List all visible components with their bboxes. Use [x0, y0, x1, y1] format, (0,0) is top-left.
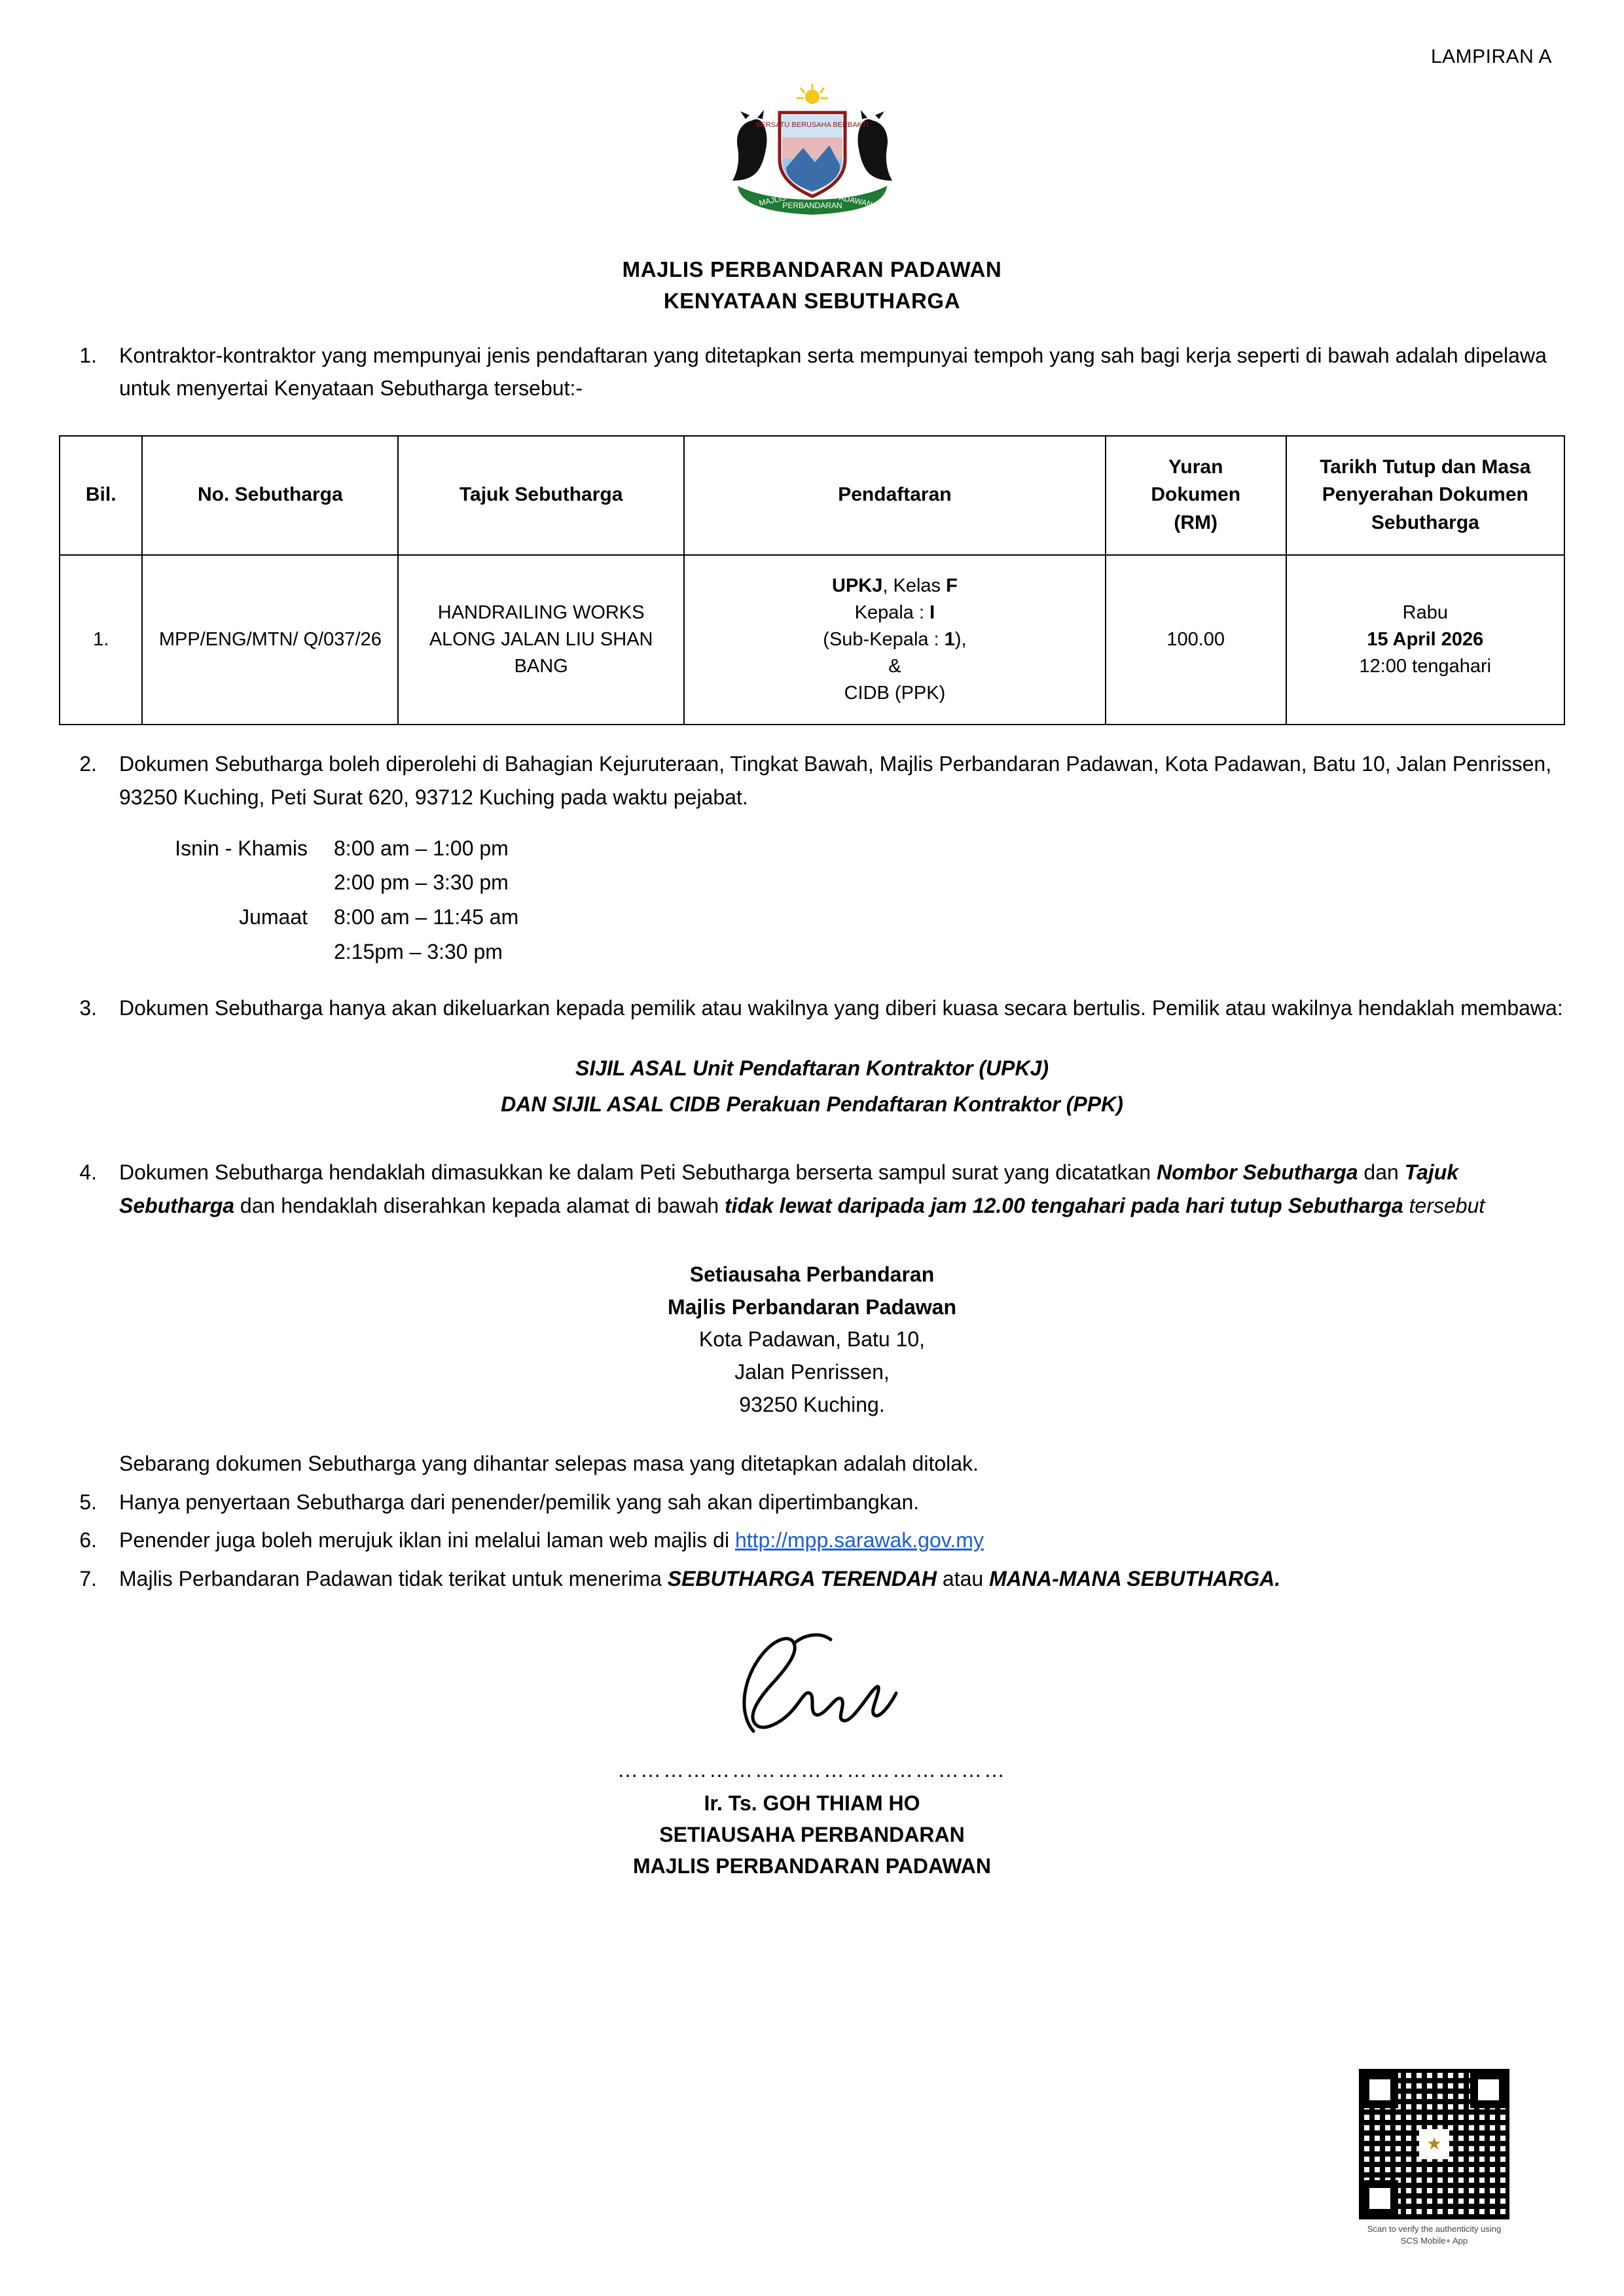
th-yuran-l2: Dokumen: [1151, 484, 1241, 506]
hours-value-1: 2:00 pm – 3:30 pm: [334, 870, 509, 895]
clause-1-number: 1.: [79, 343, 97, 367]
hours-value-3: 2:15pm – 3:30 pm: [334, 939, 503, 963]
svg-text:PADAWAN: PADAWAN: [833, 192, 873, 209]
subkepala-end: ),: [954, 628, 967, 650]
clause-4-number: 4.: [79, 1160, 97, 1185]
th-tarikh-l1: Tarikh Tutup dan Masa: [1320, 456, 1531, 478]
pendaftaran-line-2: [693, 600, 1097, 626]
clause-2: [59, 747, 1565, 814]
clause-3: [59, 992, 1565, 1025]
tarikh-day: Rabu: [1402, 601, 1448, 623]
qr-caption-line-2: SCS Mobile+ App: [1400, 2235, 1468, 2246]
clause-3-number: 3.: [79, 996, 97, 1020]
pendaftaran-line-3: [693, 626, 1097, 653]
pendaftaran-line-4: &: [888, 656, 901, 677]
council-website-link[interactable]: http://mpp.sarawak.gov.my: [734, 1528, 984, 1552]
clause-7-number: 7.: [79, 1566, 97, 1590]
clause-4-part1: Dokumen Sebutharga hendaklah dimasukkan ke dalam Peti Sebutharga berserta sampul surat yang dicatatkan: [119, 1160, 1157, 1185]
cell-bil: 1.: [60, 555, 142, 725]
hours-label-1: [59, 865, 334, 900]
address-line-1: Setiausaha Perbandaran: [689, 1263, 935, 1287]
signatory-title-2: MAJLIS PERBANDARAN PADAWAN: [633, 1854, 991, 1878]
address-line-2: Majlis Perbandaran Padawan: [667, 1295, 957, 1319]
pendaftaran-line-5: CIDB (PPK): [844, 683, 946, 704]
tender-table: [59, 435, 1565, 726]
hours-label-0: Isnin - Khamis: [175, 836, 308, 860]
cell-yuran: 100.00: [1106, 555, 1286, 725]
address-line-3: Kota Padawan, Batu 10,: [698, 1327, 926, 1352]
kepala-value: I: [929, 601, 935, 623]
cell-tajuk: HANDRAILING WORKS ALONG JALAN LIU SHAN BANG: [398, 555, 684, 725]
address-line-5: 93250 Kuching.: [739, 1392, 885, 1416]
qr-code-block: [1359, 2069, 1509, 2247]
cell-pendaftaran: [684, 555, 1106, 725]
th-yuran: [1106, 436, 1286, 555]
qr-finder-top-left: [1362, 2072, 1398, 2108]
svg-text:BERSATU BERUSAHA BERBAKTI: BERSATU BERUSAHA BERBAKTI: [755, 121, 869, 129]
coat-of-arms-icon: [675, 82, 950, 246]
handwritten-signature-icon: [675, 1615, 950, 1755]
kepala-label: Kepala :: [854, 601, 930, 623]
address-block: [59, 1259, 1565, 1421]
clause-7-text: [119, 1562, 1565, 1596]
clause-4-em3: tidak lewat daripada jam 12.00 tengahari pada hari tutup Sebutharga: [725, 1193, 1403, 1217]
th-yuran-l3: (RM): [1174, 511, 1218, 533]
clause-5-text: Hanya penyertaan Sebutharga dari penender/pemilik yang sah akan dipertimbangkan.: [119, 1490, 920, 1514]
clause-6-text: [119, 1524, 1565, 1557]
svg-text:MAJLIS: MAJLIS: [757, 192, 787, 208]
tarikh-time: 12:00 tengahari: [1359, 656, 1492, 677]
clause-7: [59, 1562, 1565, 1596]
clause-3-text: Dokumen Sebutharga hanya akan dikeluarkan kepada pemilik atau wakilnya yang diberi kuasa secara bertulis. Pemilik atau wakilnya hendaklah membawa:: [119, 996, 1563, 1020]
qr-finder-top-right: [1470, 2072, 1507, 2108]
clause-1-text: Kontraktor-kontraktor yang mempunyai jenis pendaftaran yang ditetapkan serta mempunyai tempoh yang sah bagi kerja seperti di bawah adalah dipelawa untuk menyertai Kenyataan Sebutharga tersebut:-: [119, 343, 1547, 401]
clause-4-part3: dan hendaklah diserahkan kepada alamat di bawah: [234, 1193, 725, 1217]
organisation-title: [59, 254, 1565, 317]
office-hours: [59, 831, 1565, 969]
clause-5: [59, 1486, 1565, 1519]
qr-caption: [1359, 2223, 1509, 2247]
kelas-label: , Kelas: [882, 575, 947, 596]
qr-center-emblem: ★: [1419, 2129, 1449, 2159]
tarikh-date: 15 April 2026: [1367, 628, 1484, 650]
clause-4-text: [119, 1156, 1565, 1222]
qr-caption-line-1: Scan to verify the authenticity using: [1367, 2223, 1502, 2234]
signature-area: [59, 1615, 1565, 1882]
th-tarikh-l3: Sebutharga: [1371, 511, 1479, 533]
th-tarikh: [1286, 436, 1564, 555]
clause-4-em1: Nombor Sebutharga: [1156, 1160, 1358, 1185]
th-yuran-l1: Yuran: [1168, 456, 1223, 478]
cell-no-sebutharga: MPP/ENG/MTN/ Q/037/26: [142, 555, 398, 725]
late-document-note: Sebarang dokumen Sebutharga yang dihantar selepas masa yang ditetapkan adalah ditolak.: [119, 1452, 979, 1476]
clause-7-em1: SEBUTHARGA TERENDAH: [667, 1566, 937, 1590]
lampiran-label: LAMPIRAN A: [1430, 46, 1552, 67]
hours-value-2: 8:00 am – 11:45 am: [334, 905, 519, 929]
certificate-requirements: [59, 1050, 1565, 1122]
kelas-value: F: [946, 575, 958, 596]
org-name: MAJLIS PERBANDARAN PADAWAN: [622, 257, 1002, 281]
pendaftaran-line-1: [693, 573, 1097, 600]
certificate-line-1: SIJIL ASAL Unit Pendaftaran Kontraktor (UPKJ): [575, 1056, 1049, 1081]
address-line-4: Jalan Penrissen,: [734, 1359, 890, 1384]
clause-7-em2: MANA-MANA SEBUTHARGA.: [989, 1566, 1281, 1590]
clause-6-number: 6.: [79, 1528, 97, 1552]
th-pendaftaran: Pendaftaran: [684, 436, 1106, 555]
hours-label-3: [59, 935, 334, 969]
clause-5-number: 5.: [79, 1490, 97, 1514]
clause-4-part4: tersebut: [1403, 1193, 1485, 1217]
qr-finder-bottom-left: [1362, 2180, 1398, 2217]
upkj-label: UPKJ: [832, 575, 883, 596]
signatory-title-1: SETIAUSAHA PERBANDARAN: [659, 1823, 965, 1847]
qr-code-icon: [1359, 2069, 1509, 2219]
hours-value-0: 8:00 am – 1:00 pm: [334, 836, 509, 860]
clause-4-part2: dan: [1358, 1160, 1405, 1185]
table-row: [60, 555, 1564, 725]
clause-7-part1: Majlis Perbandaran Padawan tidak terikat untuk menerima: [119, 1566, 668, 1590]
clause-7-part2: atau: [937, 1566, 990, 1590]
signature-dotted-line: ……………………………………………: [617, 1758, 1007, 1782]
th-tajuk: Tajuk Sebutharga: [398, 436, 684, 555]
hours-label-2: Jumaat: [239, 905, 308, 929]
th-bil: Bil.: [60, 436, 142, 555]
th-no-sebutharga: No. Sebutharga: [142, 436, 398, 555]
clause-6-prefix: Penender juga boleh merujuk iklan ini melalui laman web majlis di: [119, 1528, 735, 1552]
th-tarikh-l2: Penyerahan Dokumen: [1322, 484, 1528, 506]
svg-text:PERBANDARAN: PERBANDARAN: [782, 201, 842, 210]
crest-container: [59, 82, 1565, 246]
signatory-block: [633, 1787, 991, 1882]
table-header-row: [60, 436, 1564, 555]
subkepala-label: (Sub-Kepala :: [823, 628, 945, 650]
clause-2-number: 2.: [79, 752, 97, 776]
clause-2-text: Dokumen Sebutharga boleh diperolehi di Bahagian Kejuruteraan, Tingkat Bawah, Majlis Perbandaran Padawan, Kota Padawan, Batu 10, Jalan Penrissen, 93250 Kuching, Peti Surat 620, 93712 Kuching pada waktu pejabat.: [119, 752, 1552, 809]
cell-tarikh: [1286, 555, 1564, 725]
clause-1: [59, 339, 1565, 405]
clause-4-em2: Tajuk Sebutharga: [119, 1160, 1459, 1217]
clause-4: [59, 1156, 1565, 1222]
signatory-name: Ir. Ts. GOH THIAM HO: [704, 1791, 920, 1816]
subkepala-value: 1: [944, 628, 955, 650]
certificate-line-2: DAN SIJIL ASAL CIDB Perakuan Pendaftaran Kontraktor (PPK): [501, 1092, 1123, 1116]
doc-type: KENYATAAN SEBUTHARGA: [663, 288, 961, 313]
clause-6: [59, 1524, 1565, 1557]
